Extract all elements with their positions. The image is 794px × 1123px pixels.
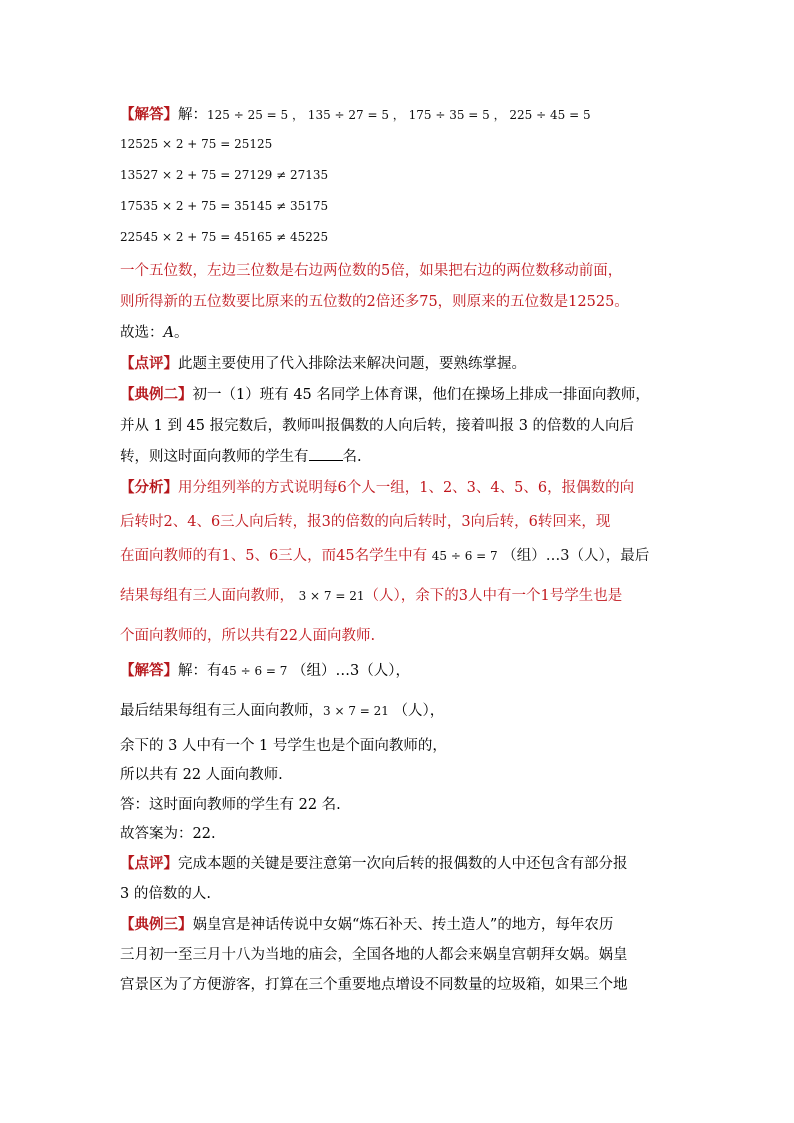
solution-2-line-1	[120, 659, 410, 680]
solution-text: 解：有	[178, 663, 222, 679]
calc-line-4: 22545 × 2 + 75 = 45165 ≠ 45225	[120, 230, 329, 244]
multiply-expr: 3 × 7 = 21	[298, 589, 365, 603]
comment-tag: 【点评】	[120, 355, 178, 372]
analysis-text: 在面向教师的有1、5、6三人，而45名学生中有	[120, 548, 428, 564]
comment-1	[120, 352, 526, 373]
example-2-line-1	[120, 383, 650, 404]
conclusion-line-2: 则所得新的五位数要比原来的五位数的2倍还多75，则原来的五位数是12525。	[120, 294, 629, 310]
analysis-text: 结果每组有三人面向教师，	[120, 588, 294, 604]
solution-text: （人），	[393, 703, 445, 719]
example-2-line-3	[120, 445, 362, 466]
solution-text: 最后结果每组有三人面向教师，	[120, 703, 323, 719]
example-text: 初一（1）班有 45 名同学上体育课，他们在操场上排成一排面向教师，	[192, 387, 650, 403]
calc-line-1: 12525 × 2 + 75 = 25125	[120, 137, 273, 151]
comment-2-line-2: 3 的倍数的人.	[120, 886, 211, 902]
solution-1-header	[120, 103, 591, 124]
solution-2-line-5: 答：这时面向教师的学生有 22 名.	[120, 797, 341, 813]
solution-tag: 【解答】	[120, 106, 178, 123]
division-expr: 45 ÷ 6 = 7	[221, 664, 288, 678]
comment-2-line-1	[120, 852, 628, 873]
example-2-line-2: 并从 1 到 45 报完数后，教师叫报偶数的人向后转，接着叫报 3 的倍数的人向后	[120, 418, 635, 434]
choice-label: 故选：	[120, 325, 164, 341]
question-end: 名.	[342, 449, 362, 465]
question-text: 转，则这时面向教师的学生有	[120, 449, 309, 465]
example-tag: 【典例二】	[120, 386, 193, 403]
analysis-line-5: 个面向教师的，所以共有22人面向教师.	[120, 628, 376, 644]
conclusion-line-1: 一个五位数，左边三位数是右边两位数的5倍，如果把右边的两位数移动前面，	[120, 263, 623, 279]
example-3-line-1	[120, 913, 613, 934]
solution-text: （组）…3（人），	[292, 663, 410, 679]
calc-line-2: 13527 × 2 + 75 = 27129 ≠ 27135	[120, 168, 329, 182]
analysis-line-1	[120, 476, 634, 497]
analysis-tag: 【分析】	[120, 479, 178, 496]
example-3-line-3: 宫景区为了方便游客，打算在三个重要地点增设不同数量的垃圾箱，如果三个地	[120, 977, 628, 993]
solution-2-line-6: 故答案为：22.	[120, 826, 216, 842]
division-equations: 125 ÷ 25 = 5 ， 135 ÷ 27 = 5 ， 175 ÷ 35 = 5 ， 225 ÷ 45 = 5	[207, 108, 591, 122]
solution-2-line-3: 余下的 3 人中有一个 1 号学生也是个面向教师的，	[120, 738, 447, 754]
solution-2-line-2	[120, 699, 444, 720]
multiply-expr: 3 × 7 = 21	[323, 704, 389, 718]
comment-tag: 【点评】	[120, 855, 178, 872]
analysis-text: 用分组列举的方式说明每6个人一组，1、2、3、4、5、6，报偶数的向	[178, 480, 635, 496]
example-3-line-2: 三月初一至三月十八为当地的庙会，全国各地的人都会来娲皇宫朝拜女娲。娲皇	[120, 947, 628, 963]
choice-line	[120, 321, 188, 342]
comment-text: 此题主要使用了代入排除法来解决问题，要熟练掌握。	[178, 356, 526, 372]
analysis-line-2: 后转时2、4、6三人向后转，报3的倍数的向后转时，3向后转，6转回来，现	[120, 514, 611, 530]
example-tag: 【典例三】	[120, 916, 193, 933]
jie-label: 解：	[178, 107, 207, 123]
analysis-line-4	[120, 584, 622, 605]
group-remainder: （组）…3（人），最后	[502, 548, 650, 564]
comment-text: 完成本题的关键是要注意第一次向后转的报偶数的人中还包含有部分报	[178, 856, 628, 872]
choice-value: A	[163, 325, 174, 341]
example-text: 娲皇宫是神话传说中女娲“炼石补天、抟土造人”的地方，每年农历	[192, 917, 614, 933]
choice-end: 。	[173, 325, 189, 341]
answer-blank	[309, 446, 343, 461]
solution-tag: 【解答】	[120, 662, 178, 679]
analysis-text: （人），余下的3人中有一个1号学生也是	[364, 588, 623, 604]
solution-2-line-4: 所以共有 22 人面向教师.	[120, 767, 283, 783]
division-expr: 45 ÷ 6 = 7	[431, 549, 498, 563]
analysis-line-3	[120, 544, 649, 565]
calc-line-3: 17535 × 2 + 75 = 35145 ≠ 35175	[120, 199, 329, 213]
